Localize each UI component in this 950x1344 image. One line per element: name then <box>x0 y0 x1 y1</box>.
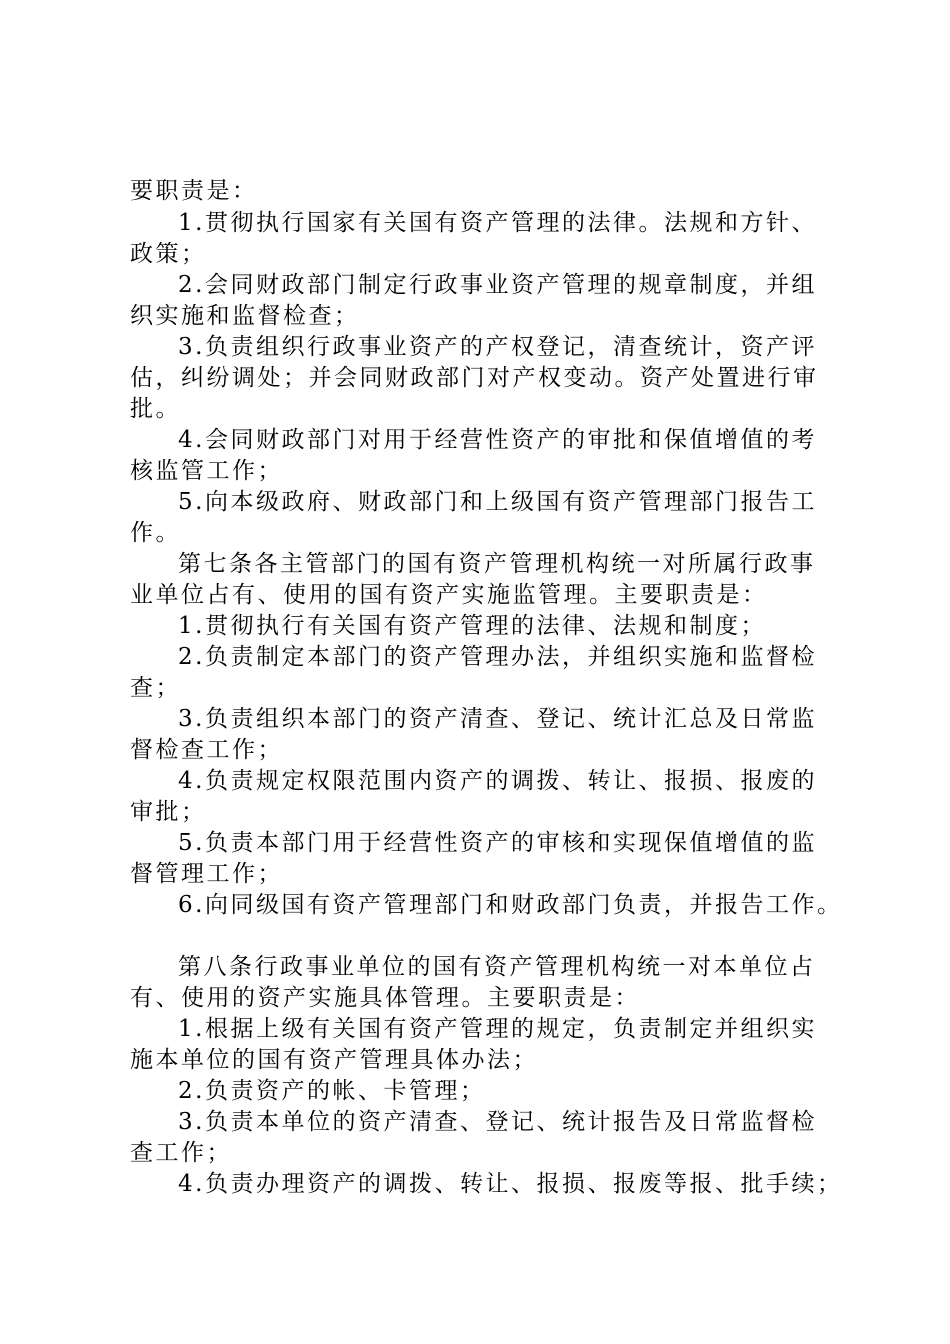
text-line: 督管理工作； <box>130 861 283 887</box>
text-line: 4.会同财政部门对用于经营性资产的审批和保值增值的考 <box>178 427 817 453</box>
text-line: 施本单位的国有资产管理具体办法； <box>130 1047 538 1073</box>
text-line: 3.负责组织行政事业资产的产权登记，清查统计，资产评 <box>178 334 817 360</box>
text-line: 4.负责办理资产的调拨、转让、报损、报废等报、批手续； <box>178 1171 843 1197</box>
text-line: 核监管工作； <box>130 458 283 484</box>
text-line: 业单位占有、使用的国有资产实施监管理。主要职责是： <box>130 582 768 608</box>
text-line: 5.向本级政府、财政部门和上级国有资产管理部门报告工 <box>178 489 817 515</box>
text-line: 督检查工作； <box>130 737 283 763</box>
text-line: 查； <box>130 675 181 701</box>
text-line: 1.根据上级有关国有资产管理的规定，负责制定并组织实 <box>178 1016 817 1042</box>
text-line: 6.向同级国有资产管理部门和财政部门负责，并报告工作。 <box>178 892 843 918</box>
text-line: 第八条行政事业单位的国有资产管理机构统一对本单位占 <box>178 954 816 980</box>
text-line: 估，纠纷调处；并会同财政部门对产权变动。资产处置进行审 <box>130 365 819 391</box>
text-line: 3.负责组织本部门的资产清查、登记、统计汇总及日常监 <box>178 706 817 732</box>
text-line: 查工作； <box>130 1140 232 1166</box>
text-line: 4.负责规定权限范围内资产的调拨、转让、报损、报废的 <box>178 768 817 794</box>
text-line: 审批； <box>130 799 207 825</box>
text-line: 2.会同财政部门制定行政事业资产管理的规章制度，并组 <box>178 272 817 298</box>
text-line: 2.负责资产的帐、卡管理； <box>178 1078 486 1104</box>
text-line: 有、使用的资产实施具体管理。主要职责是： <box>130 985 640 1011</box>
text-line: 2.负责制定本部门的资产管理办法，并组织实施和监督检 <box>178 644 817 670</box>
text-line: 1.贯彻执行有关国有资产管理的法律、法规和制度； <box>178 613 766 639</box>
text-line: 作。 <box>130 520 181 546</box>
text-line: 政策； <box>130 241 207 267</box>
text-line: 织实施和监督检查； <box>130 303 360 329</box>
text-line: 要职责是： <box>130 178 258 204</box>
text-line: 3.负责本单位的资产清查、登记、统计报告及日常监督检 <box>178 1109 817 1135</box>
text-line: 批。 <box>130 396 181 422</box>
text-line: 1.贯彻执行国家有关国有资产管理的法律。法规和方针、 <box>178 210 817 236</box>
text-line: 5.负责本部门用于经营性资产的审核和实现保值增值的监 <box>178 830 817 856</box>
text-line: 第七条各主管部门的国有资产管理机构统一对所属行政事 <box>178 551 816 577</box>
